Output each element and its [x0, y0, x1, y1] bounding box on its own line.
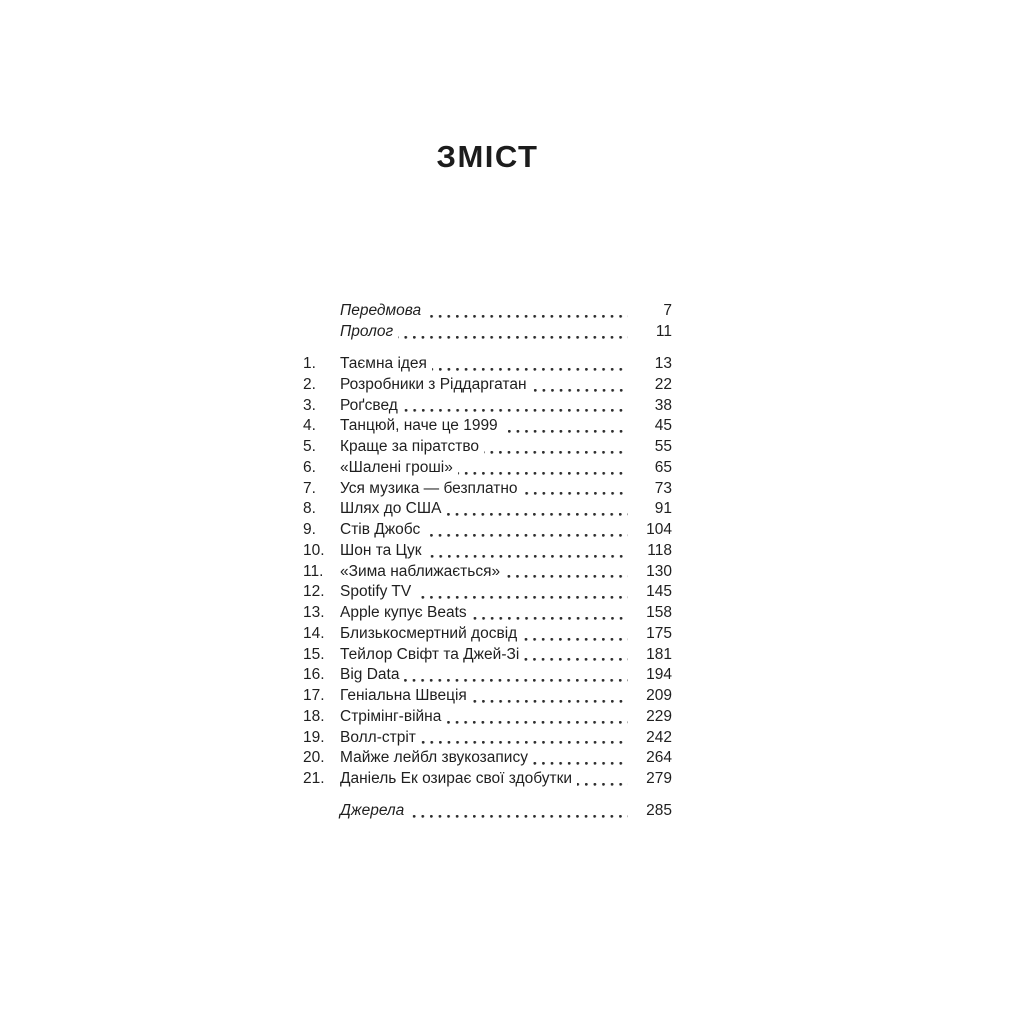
toc-entry-title: Тейлор Свіфт та Джей-Зі	[340, 645, 520, 663]
toc-entry-number: 18.	[303, 707, 325, 725]
toc-list	[303, 301, 672, 822]
toc-back-matter	[303, 801, 672, 822]
toc-entry-page: 264	[646, 749, 672, 767]
toc-row	[303, 582, 672, 603]
toc-entry-number: 11.	[303, 562, 324, 580]
dot-leader	[458, 472, 628, 475]
dot-leader	[522, 638, 628, 641]
toc-entry-page: 11	[655, 322, 672, 340]
dot-leader	[432, 368, 628, 371]
toc-entry-title: Big Data	[340, 666, 400, 684]
toc-entry-number: 12.	[303, 583, 325, 601]
dot-leader	[409, 815, 628, 818]
toc-entry-number: 16.	[303, 666, 325, 684]
dot-leader	[446, 513, 628, 516]
toc-entry-page: 145	[646, 583, 672, 601]
toc-row	[303, 437, 672, 458]
page-title: ЗМІСТ	[436, 139, 539, 174]
toc-entry-page: 91	[654, 500, 672, 518]
toc-entry-number: 17.	[303, 687, 325, 704]
toc-entry-title: Геніальна Швеція	[340, 687, 467, 704]
toc-entry-page: 7	[663, 302, 672, 319]
dot-leader	[416, 596, 628, 599]
toc-row	[303, 354, 672, 375]
toc-entry-title: Близькосмертний досвід	[340, 624, 518, 642]
toc-entry-page: 158	[646, 604, 672, 621]
toc-row	[303, 801, 672, 822]
toc-entry-page: 242	[646, 728, 672, 746]
dot-leader	[577, 783, 628, 786]
dot-leader	[421, 741, 628, 744]
dot-leader	[533, 762, 628, 765]
dot-leader	[503, 430, 628, 433]
toc-entry-number: 2.	[303, 375, 316, 393]
toc-entry-page: 279	[646, 770, 672, 787]
toc-entry-number: 19.	[303, 728, 325, 746]
toc-entry-page: 118	[647, 541, 672, 559]
toc-entry-page: 73	[654, 479, 672, 497]
toc-row	[303, 396, 672, 417]
toc-row	[303, 416, 672, 437]
toc-entry-page: 38	[654, 396, 672, 414]
toc-entry-page: 65	[654, 458, 672, 476]
toc-entry-title: Даніель Ек озирає свої здобутки	[340, 770, 573, 787]
toc-entry-title: «Зима наближається»	[340, 562, 501, 580]
toc-entry-title: Пролог	[340, 322, 394, 340]
dot-leader	[524, 658, 628, 661]
toc-entry-number: 3.	[303, 396, 316, 414]
toc-entry-title: Таємна ідея	[340, 355, 427, 372]
toc-chapters	[303, 354, 672, 790]
dot-leader	[484, 451, 628, 454]
toc-entry-title: Танцюй, наче це 1999	[340, 417, 498, 435]
toc-entry-title: Краще за піратство	[340, 438, 480, 455]
toc-row	[303, 748, 672, 769]
dot-leader	[398, 336, 628, 339]
toc-row	[303, 665, 672, 686]
toc-entry-page: 175	[646, 624, 672, 642]
toc-row	[303, 301, 672, 322]
toc-entry-number: 10.	[303, 541, 325, 559]
toc-entry-number: 8.	[303, 500, 316, 518]
toc-entry-number: 14.	[303, 624, 325, 642]
dot-leader	[427, 555, 628, 558]
toc-entry-number: 15.	[303, 645, 325, 663]
dot-leader	[404, 679, 628, 682]
toc-row	[303, 728, 672, 749]
toc-section-gap	[303, 790, 672, 802]
toc-row	[303, 499, 672, 520]
toc-entry-page: 104	[646, 521, 672, 538]
toc-entry-number: 5.	[303, 438, 316, 455]
toc-entry-number: 7.	[303, 479, 316, 497]
toc-entry-page: 45	[654, 417, 672, 435]
toc-entry-number: 4.	[303, 417, 316, 435]
toc-entry-page: 285	[646, 802, 672, 820]
dot-leader	[446, 721, 628, 724]
toc-entry-number: 20.	[303, 749, 325, 767]
toc-entry-number: 9.	[303, 521, 316, 538]
toc-row	[303, 645, 672, 666]
toc-entry-title: Волл-стріт	[340, 728, 416, 746]
toc-row	[303, 458, 672, 479]
dot-leader	[425, 534, 628, 537]
toc-row	[303, 479, 672, 500]
toc-entry-page: 55	[654, 438, 672, 455]
dot-leader	[532, 389, 628, 392]
toc-entry-title: Spotify TV	[340, 583, 412, 601]
toc-entry-title: Стів Джобс	[340, 521, 421, 538]
toc-entry-title: Джерела	[340, 802, 405, 820]
toc-row	[303, 769, 672, 790]
toc-front-matter	[303, 301, 672, 343]
dot-leader	[426, 315, 628, 318]
toc-entry-page: 181	[646, 645, 672, 663]
toc-entry-title: Стрімінг-війна	[340, 707, 442, 725]
toc-row	[303, 603, 672, 624]
toc-entry-page: 130	[646, 562, 672, 580]
toc-row	[303, 520, 672, 541]
dot-leader	[523, 492, 628, 495]
toc-entry-title: «Шалені гроші»	[340, 458, 453, 476]
toc-entry-number: 13.	[303, 604, 325, 621]
toc-entry-number: 6.	[303, 458, 316, 476]
toc-entry-title: Шлях до США	[340, 500, 442, 518]
toc-row	[303, 562, 672, 583]
toc-entry-number: 1.	[303, 355, 316, 372]
toc-entry-title: Майже лейбл звукозапису	[340, 749, 528, 767]
toc-row	[303, 541, 672, 562]
toc-entry-number: 21.	[303, 770, 325, 787]
toc-entry-title: Apple купує Beats	[340, 604, 467, 621]
dot-leader	[403, 409, 628, 412]
toc-entry-title: Розробники з Ріддаргатан	[340, 375, 527, 393]
dot-leader	[472, 617, 628, 620]
dot-leader	[505, 575, 628, 578]
toc-entry-title: Роґсвед	[340, 396, 398, 414]
toc-row	[303, 322, 672, 343]
toc-section-gap	[303, 343, 672, 355]
toc-entry-page: 13	[654, 355, 672, 372]
toc-entry-page: 229	[646, 707, 672, 725]
toc-entry-page: 209	[646, 687, 672, 704]
toc-entry-page: 22	[654, 375, 672, 393]
toc-entry-page: 194	[646, 666, 672, 684]
toc-row	[303, 375, 672, 396]
toc-row	[303, 624, 672, 645]
toc-entry-title: Шон та Цук	[340, 541, 422, 559]
dot-leader	[472, 700, 628, 703]
toc-row	[303, 686, 672, 707]
toc-entry-title: Уся музика — безплатно	[340, 479, 518, 497]
toc-entry-title: Передмова	[340, 302, 422, 319]
toc-row	[303, 707, 672, 728]
